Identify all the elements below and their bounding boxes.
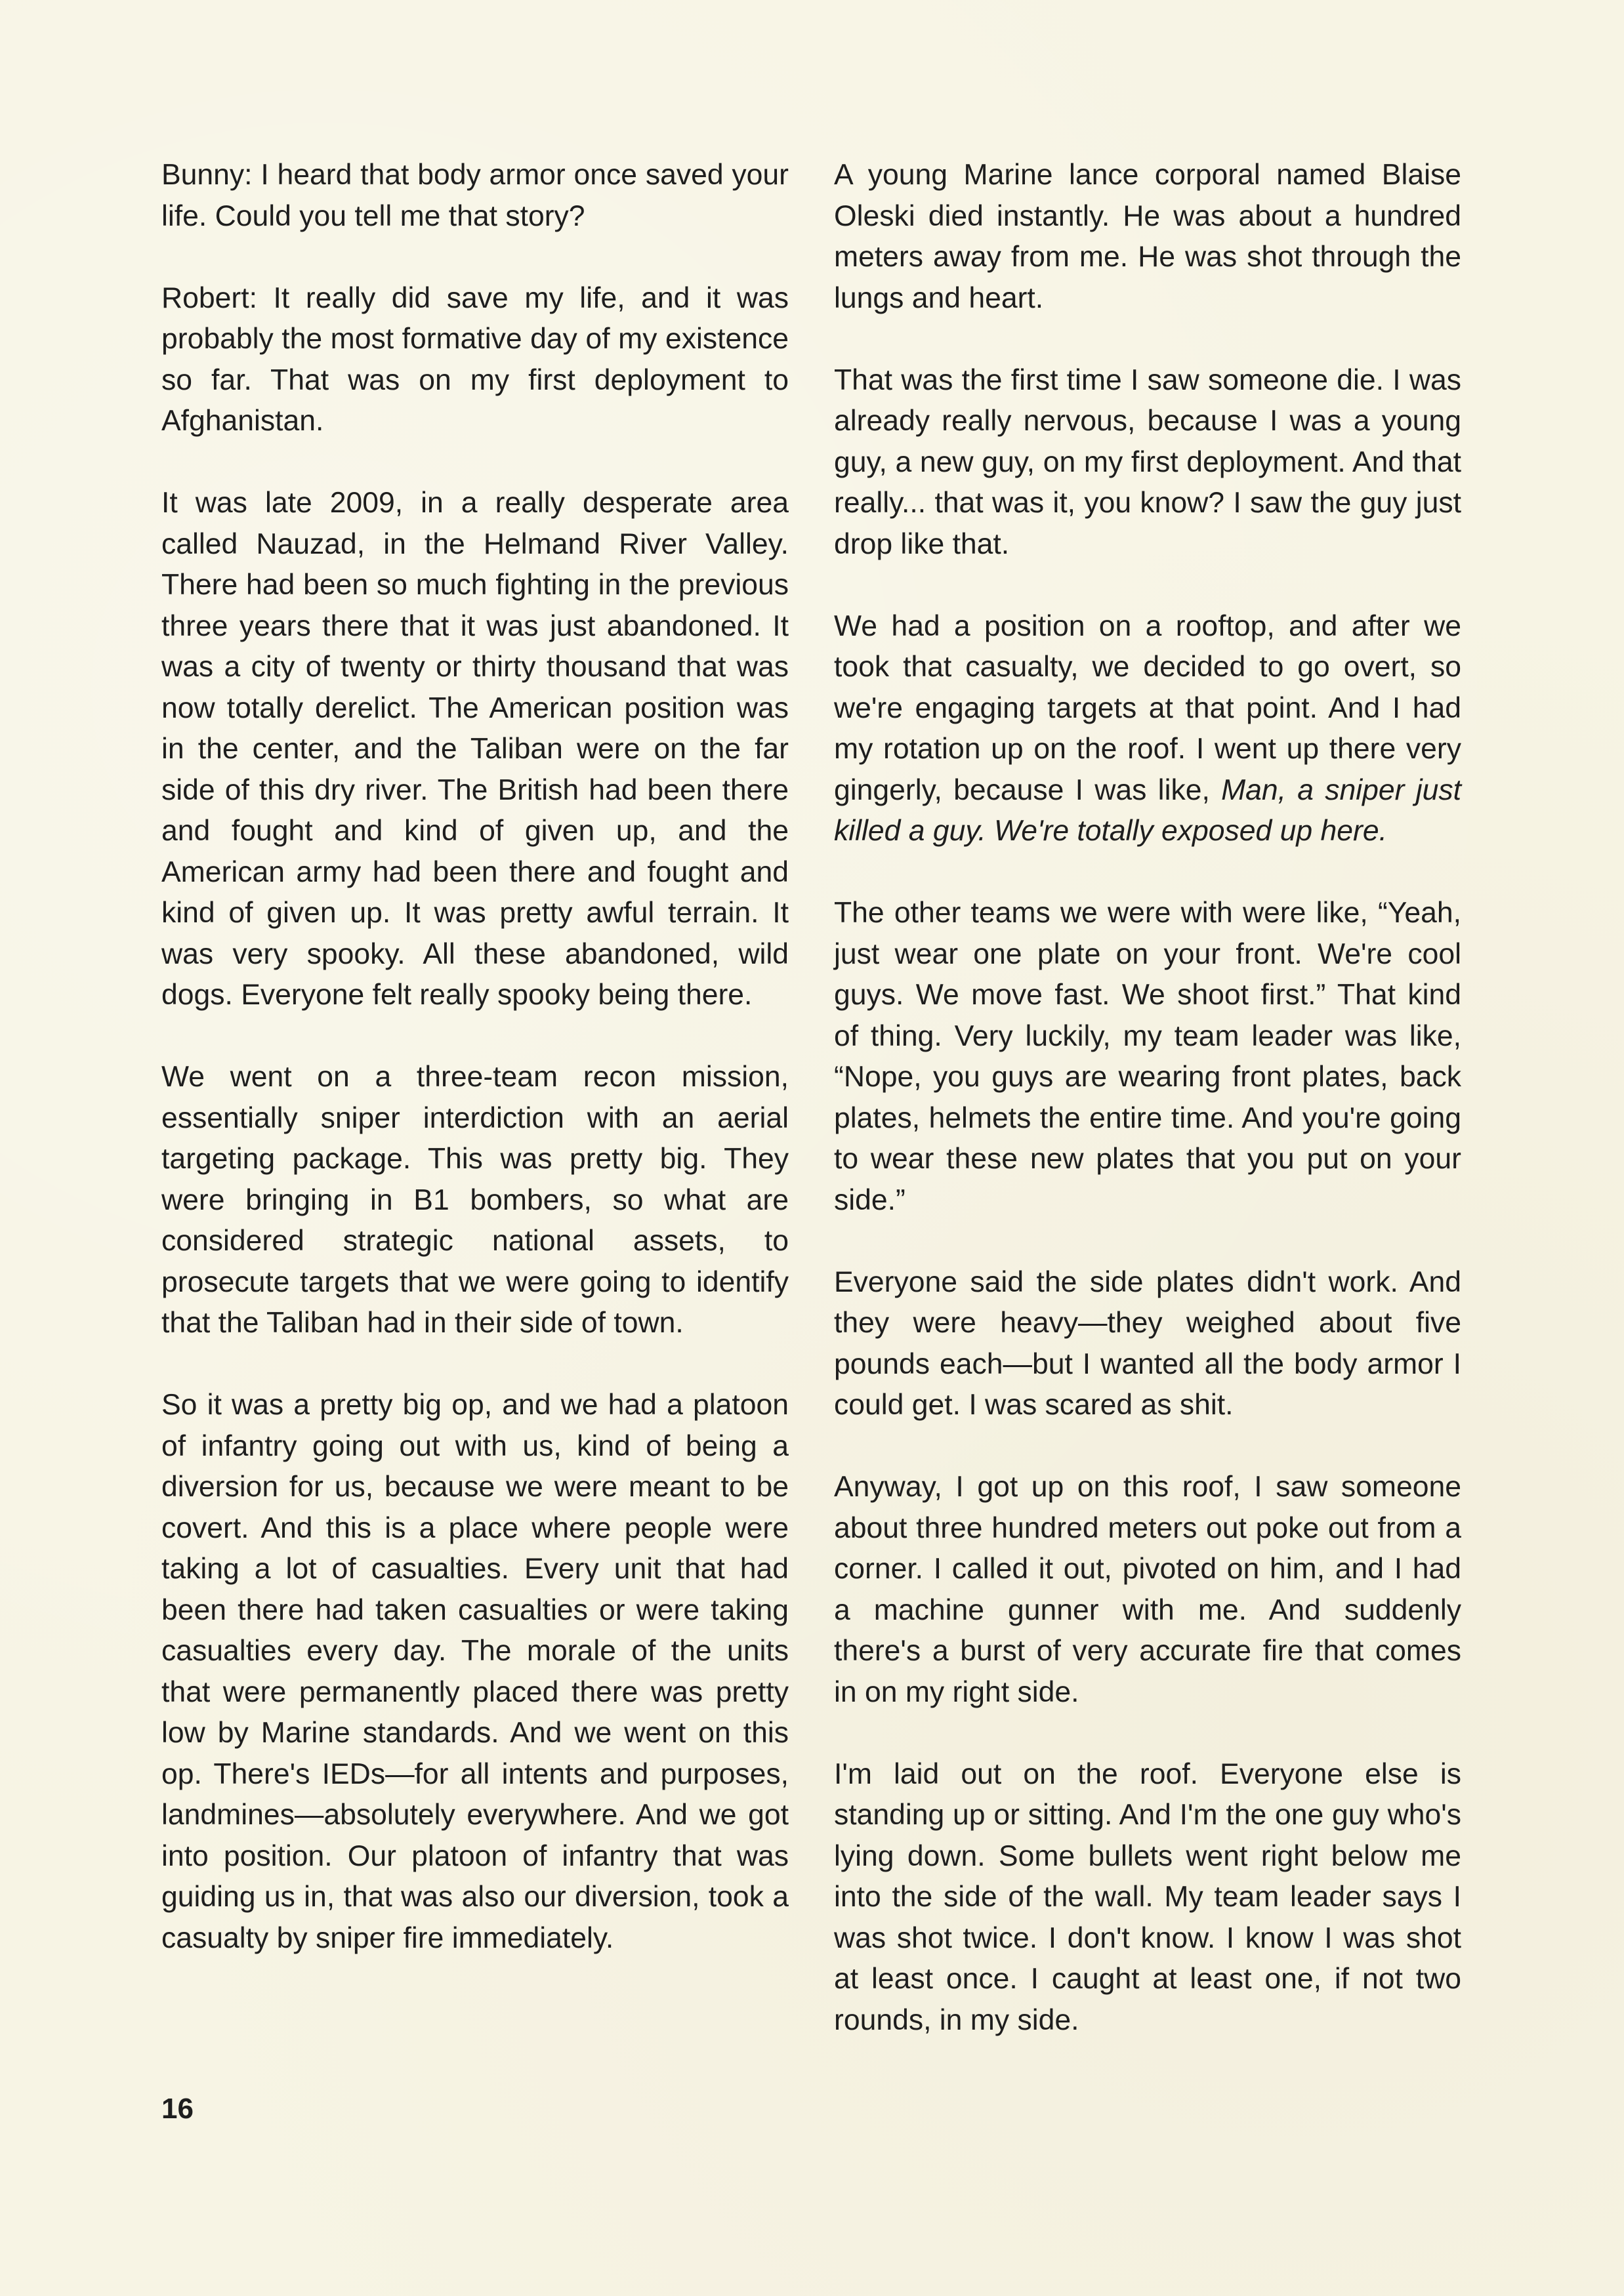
page-number: 16 bbox=[161, 2093, 194, 2125]
right-column bbox=[834, 155, 1461, 2041]
paragraph-with-italic bbox=[834, 606, 1461, 852]
paragraph: Anyway, I got up on this roof, I saw someone about three hundred meters out poke out from a corner. I called it out, pivoted on him, and I had a machine gunner with me. And suddenly there's a burst of very accurate fire that comes in on my right side. bbox=[834, 1471, 1461, 1708]
paragraph: So it was a pretty big op, and we had a platoon of infantry going out with us, kind of being a diversion for us, because we were meant to be covert. And this is a place where people were taking a lot of casualties. Every unit that had been there had taken casualties or were taking casualties every day. The morale of the units that were permanently placed there was pretty low by Marine standards. And we went on this op. There's IEDs—for all intents and purposes, landmines—absolutely everywhere. And we got into position. Our platoon of infantry that was guiding us in, that was also our diversion, took a casualty by sniper fire immediately. bbox=[161, 1389, 789, 1954]
paragraph: Everyone said the side plates didn't work. And they were heavy—they weighed about five pounds each—but I wanted all the body armor I could get. I was scared as shit. bbox=[834, 1265, 1461, 1421]
paragraph: I'm laid out on the roof. Everyone else is standing up or sitting. And I'm the one guy who's lying down. Some bullets went right below me into the side of the wall. My team leader says I was shot twice. I don't know. I know I was shot at least once. I caught at least one, if not two rounds, in my side. bbox=[834, 1757, 1461, 2036]
paragraph: Robert: It really did save my life, and it was probably the most formative day of my existence so far. That was on my first deployment to Afghanistan. bbox=[161, 281, 789, 437]
paragraph: That was the first time I saw someone die. I was already really nervous, because I was a young guy, a new guy, on my first deployment. And that really... that was it, you know? I saw the guy just drop like that. bbox=[834, 363, 1461, 560]
paragraph-text: We had a position on a rooftop, and after we took that casualty, we decided to go overt, so we're engaging targets at that point. And I had my rotation up on the roof. I went up there very gingerly, because I was like, bbox=[834, 609, 1461, 806]
paragraph: We went on a three-team recon mission, essentially sniper interdiction with an aerial targeting package. This was pretty big. They were bringing in B1 bombers, so what are considered strategic national assets, to prosecute targets that we were going to identify that the Taliban had in their side of town. bbox=[161, 1061, 789, 1339]
paragraph: It was late 2009, in a really desperate area called Nauzad, in the Helmand River Valley. There had been so much fighting in the previous three years there that it was just abandoned. It was a city of twenty or thirty thousand that was now totally derelict. The American position was in the center, and the Taliban were on the far side of this dry river. The British had been there and fought and kind of given up, and the American army had been there and fought and kind of given up. It was pretty awful terrain. It was very spooky. All these abandoned, wild dogs. Everyone felt really spooky being there. bbox=[161, 487, 789, 1011]
paragraph: Bunny: I heard that body armor once saved your life. Could you tell me that story? bbox=[161, 159, 789, 232]
paragraph: The other teams we were with were like, “Yeah, just wear one plate on your front. We're cool guys. We move fast. We shoot first.” That kind of thing. Very luckily, my team leader was like, “Nope, you guys are wearing front plates, back plates, helmets the entire time. And you're going to wear these new plates that you put on your side.” bbox=[834, 897, 1461, 1216]
italic-thought: Man, a sniper just killed a guy. We're totally exposed up here. bbox=[834, 773, 1461, 847]
paragraph: A young Marine lance corporal named Blaise Oleski died instantly. He was about a hundred meters away from me. He was shot through the lungs and heart. bbox=[834, 159, 1461, 314]
left-column bbox=[161, 155, 789, 1959]
